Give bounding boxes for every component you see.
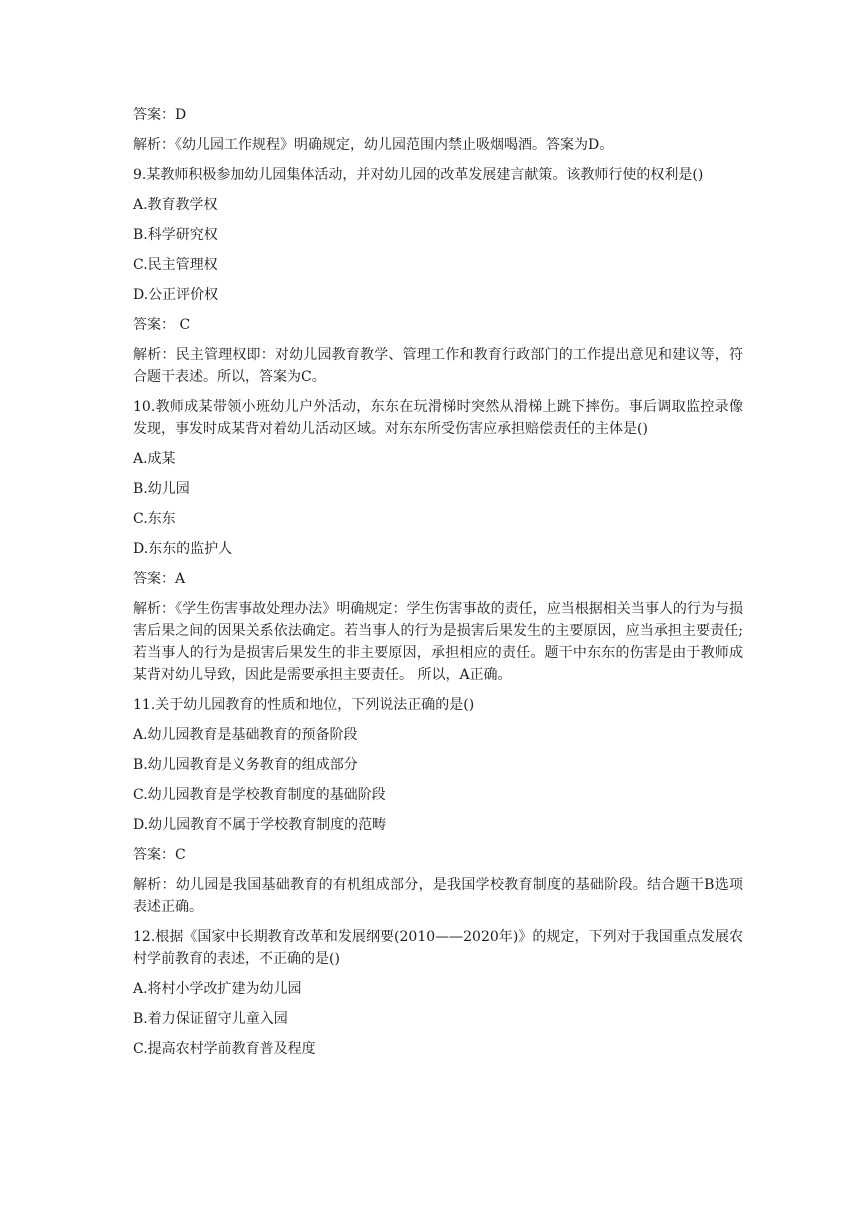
analysis-paragraph: 解析：民主管理权即：对幼儿园教育教学、管理工作和教育行政部门的工作提出意见和建议等，符合题干表述。所以，答案为C。 bbox=[133, 347, 743, 385]
analysis-paragraph: 解析：《幼儿园工作规程》明确规定，幼儿园范围内禁止吸烟喝酒。答案为D。 bbox=[133, 137, 614, 153]
question-9: 9.某教师积极参加幼儿园集体活动，并对幼儿园的改革发展建言献策。该教师行使的权利是() bbox=[133, 167, 704, 183]
question-12: 12.根据《国家中长期教育改革和发展纲要(2010——2020年)》的规定，下列对于我国重点发展农村学前教育的表述，不正确的是() bbox=[133, 929, 743, 967]
option-c: C.民主管理权 bbox=[133, 257, 218, 273]
question-10: 10.教师成某带领小班幼儿户外活动，东东在玩滑梯时突然从滑梯上跳下摔伤。事后调取监控录像发现，事发时成某背对着幼儿活动区域。对东东所受伤害应承担赔偿责任的主体是() bbox=[133, 399, 743, 437]
option-c: C.提高农村学前教育普及程度 bbox=[133, 1041, 316, 1057]
option-b: B.着力保证留守儿童入园 bbox=[133, 1011, 288, 1027]
answer-line: 答案：C bbox=[133, 847, 186, 863]
answer-line: 答案：D bbox=[133, 107, 187, 123]
option-a: A.将村小学改扩建为幼儿园 bbox=[133, 981, 302, 997]
option-a: A.教育教学权 bbox=[133, 197, 218, 213]
option-d: D.公正评价权 bbox=[133, 287, 219, 303]
option-b: B.幼儿园教育是义务教育的组成部分 bbox=[133, 757, 358, 773]
document-page bbox=[133, 104, 743, 1068]
question-11: 11.关于幼儿园教育的性质和地位，下列说法正确的是() bbox=[133, 697, 475, 713]
option-d: D.幼儿园教育不属于学校教育制度的范畴 bbox=[133, 817, 387, 833]
analysis-paragraph: 解析：幼儿园是我国基础教育的有机组成部分，是我国学校教育制度的基础阶段。结合题干B选项表述正确。 bbox=[133, 877, 743, 915]
option-a: A.幼儿园教育是基础教育的预备阶段 bbox=[133, 727, 358, 743]
option-b: B.科学研究权 bbox=[133, 227, 218, 243]
option-a: A.成某 bbox=[133, 451, 176, 467]
option-d: D.东东的监护人 bbox=[133, 541, 233, 557]
option-b: B.幼儿园 bbox=[133, 481, 190, 497]
analysis-paragraph: 解析：《学生伤害事故处理办法》明确规定：学生伤害事故的责任，应当根据相关当事人的行为与损害后果之间的因果关系依法确定。若当事人的行为是损害后果发生的主要原因，应当承担主要责任;若当事人的行为是损害后果发生的非主要原因，承担相应的责任。题干中东东的伤害是由于教师成某背对幼儿导致，因此是需要承担主要责任。 所以，A正确。 bbox=[133, 601, 743, 683]
option-c: C.幼儿园教育是学校教育制度的基础阶段 bbox=[133, 787, 386, 803]
answer-line: 答案：A bbox=[133, 571, 186, 587]
option-c: C.东东 bbox=[133, 511, 176, 527]
answer-line: 答案： C bbox=[133, 317, 191, 333]
